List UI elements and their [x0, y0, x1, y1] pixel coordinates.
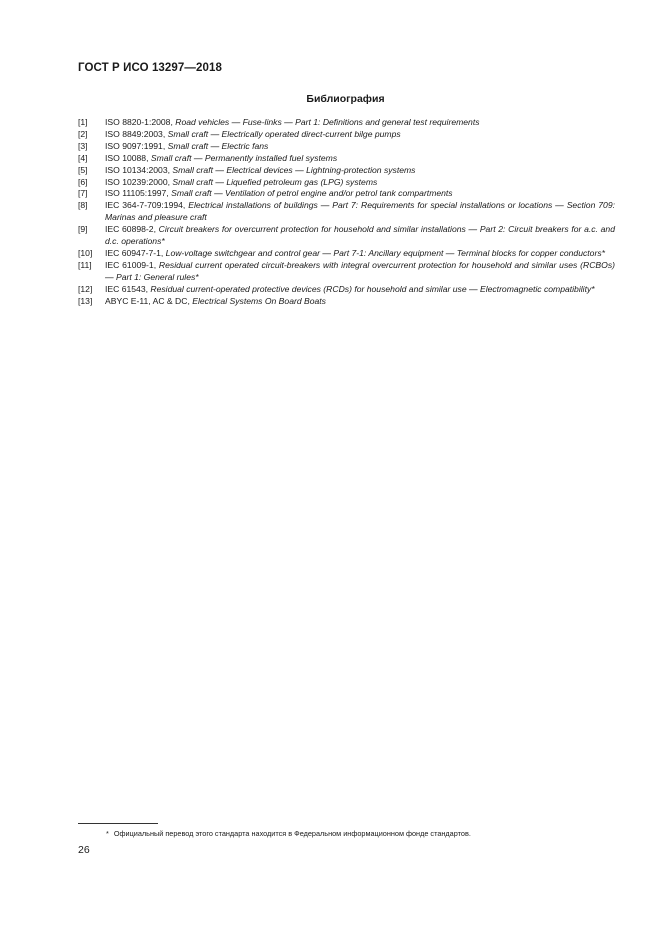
- entry-text: [105, 165, 615, 177]
- entry-number: [4]: [78, 152, 88, 163]
- entry-title: Small craft — Liquefied petroleum gas (LPG) systems: [172, 176, 378, 187]
- bibliography-entry: [78, 248, 615, 260]
- footnote-divider: [78, 823, 158, 824]
- entry-title: Small craft — Electrically operated direct-current bilge pumps: [167, 128, 401, 139]
- entry-text: [105, 117, 615, 129]
- entry-code: ISO 10239:2000,: [105, 176, 173, 187]
- bibliography-entry: [78, 153, 615, 165]
- bibliography-title: Библиография: [306, 93, 385, 105]
- entry-title: Residual current-operated protective devices (RCDs) for household and similar use — Electromagnetic compatibility*: [150, 283, 595, 294]
- bibliography-entry: [78, 177, 615, 189]
- entry-number: [7]: [78, 188, 88, 199]
- entry-text: [105, 188, 615, 200]
- entry-code: ISO 8820-1:2008,: [105, 117, 176, 127]
- entry-code: IEC 60947-7-1,: [105, 247, 166, 258]
- entry-code: IEC 61543,: [105, 283, 151, 294]
- bibliography-list: [78, 117, 615, 308]
- entry-title: Electrical Systems On Board Boats: [192, 295, 326, 306]
- entry-text: [105, 284, 615, 296]
- entry-code: ISO 10134:2003,: [105, 164, 173, 175]
- entry-code: IEC 61009-1,: [105, 259, 159, 270]
- entry-title: Residual current operated circuit-breakers with integral overcurrent protection for household and similar uses (RCBOs) — Part 1: General rules*: [105, 259, 615, 282]
- entry-title: Small craft — Electric fans: [167, 140, 269, 151]
- entry-number: [12]: [78, 283, 93, 294]
- entry-text: [105, 200, 615, 224]
- entry-code: ABYC E-11, AC & DC,: [105, 295, 193, 306]
- entry-code: IEC 364-7-709:1994,: [105, 200, 189, 211]
- bibliography-entry: [78, 188, 615, 200]
- bibliography-entry: [78, 117, 615, 129]
- bibliography-entry: [78, 141, 615, 153]
- entry-text: [105, 296, 615, 308]
- bibliography-entry: [78, 296, 615, 308]
- page-number: 26: [78, 844, 90, 856]
- document-id-header: ГОСТ Р ИСО 13297—2018: [78, 62, 223, 74]
- entry-number: [9]: [78, 224, 88, 235]
- footnote-mark: *: [106, 829, 109, 838]
- entry-number: [6]: [78, 176, 88, 187]
- entry-title: Small craft — Electrical devices — Lightning-protection systems: [172, 164, 416, 175]
- bibliography-entry: [78, 224, 615, 248]
- entry-text: [105, 141, 615, 153]
- entry-title: Circuit breakers for overcurrent protection for household and similar installations — Part 2: Circuit breakers for a.c. and d.c. operations*: [105, 224, 615, 247]
- entry-number: [1]: [78, 117, 88, 127]
- entry-number: [11]: [78, 259, 92, 270]
- entry-code: ISO 9097:1991,: [105, 140, 168, 151]
- bibliography-entry: [78, 165, 615, 177]
- entry-title: Road vehicles — Fuse-links — Part 1: Definitions and general test requirements: [175, 117, 480, 127]
- entry-code: ISO 11105:1997,: [105, 188, 172, 199]
- bibliography-entry: [78, 260, 615, 284]
- entry-code: IEC 60898-2,: [105, 224, 159, 235]
- entry-number: [2]: [78, 128, 88, 139]
- entry-title: Electrical installations of buildings — Part 7: Requirements for special installations or locations — Section 709: Marinas and pleasure craft: [105, 200, 615, 223]
- entry-text: [105, 260, 615, 284]
- entry-code: ISO 10088,: [105, 152, 151, 163]
- footnote-text: Официальный перевод этого стандарта находится в Федеральном информационном фонде стандартов.: [113, 829, 471, 838]
- entry-text: [105, 153, 615, 165]
- entry-text: [105, 129, 615, 141]
- bibliography-entry: [78, 284, 615, 296]
- entry-text: [105, 248, 615, 260]
- entry-text: [105, 224, 615, 248]
- entry-title: Small craft — Ventilation of petrol engine and/or petrol tank compartments: [171, 188, 453, 199]
- footnote: [78, 829, 618, 839]
- entry-number: [13]: [78, 295, 93, 306]
- bibliography-entry: [78, 129, 615, 141]
- entry-number: [5]: [78, 164, 88, 175]
- entry-code: ISO 8849:2003,: [105, 128, 168, 139]
- entry-title: Small craft — Permanently installed fuel systems: [150, 152, 338, 163]
- entry-text: [105, 177, 615, 189]
- entry-number: [8]: [78, 200, 88, 211]
- entry-title: Low-voltage switchgear and control gear — Part 7-1: Ancillary equipment — Terminal blocks for copper conductors*: [165, 247, 605, 258]
- entry-number: [10]: [78, 247, 93, 258]
- entry-number: [3]: [78, 140, 88, 151]
- bibliography-entry: [78, 200, 615, 224]
